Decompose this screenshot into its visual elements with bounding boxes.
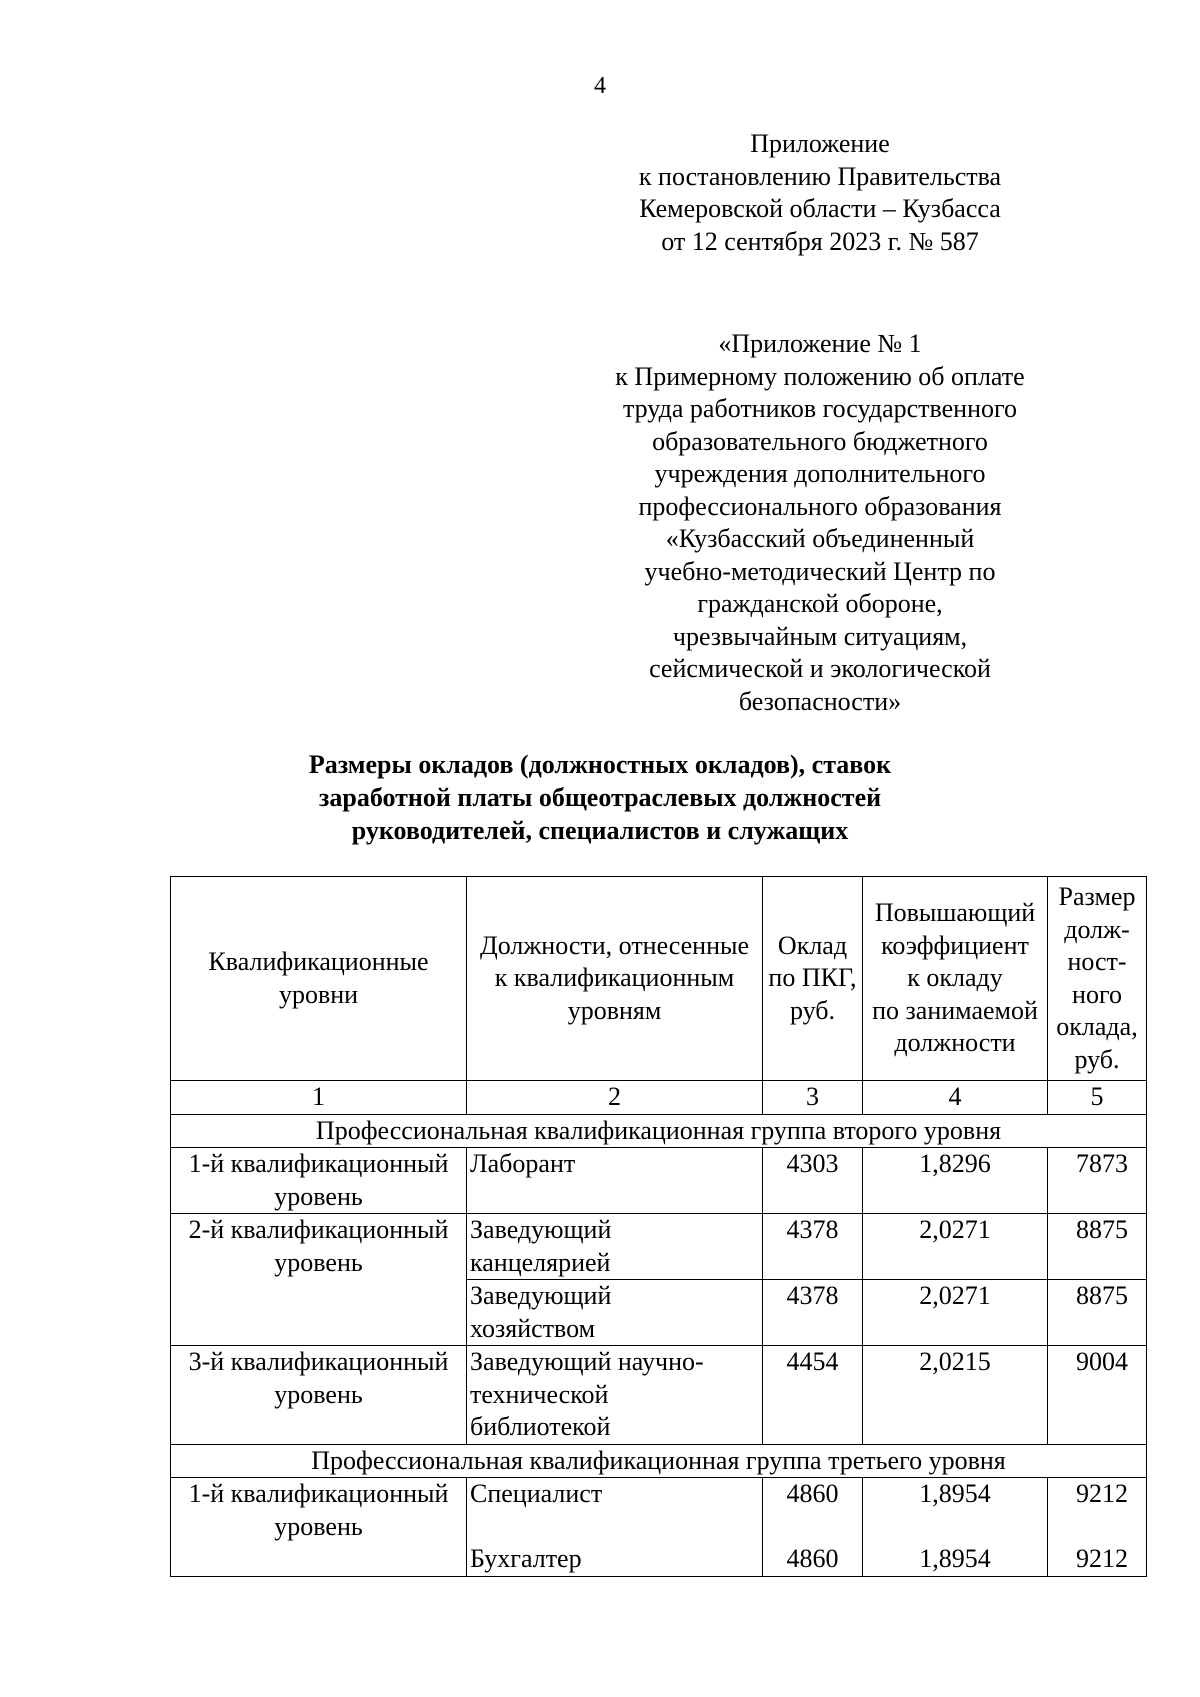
- total-cell: 7873: [1048, 1148, 1147, 1214]
- coefficient-cell: 2,0215: [863, 1346, 1048, 1445]
- position-line: Заведующий научно-: [470, 1347, 704, 1376]
- group-row: [171, 1444, 1147, 1478]
- appendix-sub-line: труда работников государственного: [622, 394, 1018, 423]
- salary-value: 4860: [786, 1479, 839, 1508]
- total-cell: 9004: [1048, 1346, 1147, 1445]
- group-title: Профессиональная квалификационная группа второго уровня: [171, 1114, 1147, 1148]
- column-number: 5: [1048, 1081, 1147, 1115]
- header-line: к квалификационным: [494, 963, 735, 993]
- appendix-sub-line: к Примерному положению об оплате: [615, 361, 1025, 391]
- document-title-line: заработной платы общеотраслевых должностей: [318, 783, 882, 812]
- column-number: 1: [171, 1081, 467, 1115]
- header-line: по занимаемой: [872, 995, 1038, 1025]
- position-line: хозяйством: [470, 1313, 596, 1343]
- salary-cell: [763, 1478, 863, 1577]
- level-cell: [171, 1214, 467, 1346]
- coefficient-cell: 1,8296: [863, 1148, 1048, 1214]
- table-row: [171, 1148, 1147, 1214]
- group-title: Профессиональная квалификационная группа третьего уровня: [171, 1444, 1147, 1478]
- header-line: оклада,: [1056, 1012, 1138, 1041]
- coefficient-cell: 2,0271: [863, 1214, 1048, 1280]
- coefficient-cell: 2,0271: [863, 1280, 1048, 1346]
- table-header-row: [171, 877, 1147, 1081]
- level-line: 2-й квалификационный: [188, 1215, 449, 1244]
- position-cell: [467, 1280, 763, 1346]
- position-line: Заведующий: [470, 1215, 612, 1244]
- position-cell: [467, 1346, 763, 1445]
- header-qualification-levels: [171, 877, 467, 1081]
- appendix-sub-line: образовательного бюджетного: [652, 426, 988, 456]
- level-cell: [171, 1478, 467, 1577]
- salary-table: [170, 876, 1147, 1577]
- salary-cell: 4454: [763, 1346, 863, 1445]
- document-title-line: руководителей, специалистов и служащих: [351, 816, 849, 845]
- header-line: к окладу: [907, 963, 1003, 993]
- position-cell: [467, 1148, 763, 1214]
- position-line: Специалист: [470, 1479, 603, 1508]
- page-number: 4: [594, 73, 606, 99]
- table-row: [171, 1478, 1147, 1577]
- position-line: [470, 1511, 759, 1544]
- header-line: коэффициент: [881, 930, 1029, 960]
- total-cell: 8875: [1048, 1214, 1147, 1280]
- header-total: [1048, 877, 1147, 1081]
- appendix-header-line: Кемеровской области – Кузбасса: [639, 194, 1001, 223]
- position-line: технической: [470, 1379, 609, 1409]
- document-title-line: Размеры окладов (должностных окладов), ставок: [308, 750, 892, 779]
- total-cell: 8875: [1048, 1280, 1147, 1346]
- appendix-sub-line: профессионального образования: [638, 491, 1002, 521]
- header-line: Повышающий: [874, 898, 1036, 928]
- table-row: [171, 1214, 1147, 1280]
- appendix-header-line: от 12 сентября 2023 г. № 587: [661, 226, 979, 256]
- appendix-sub-line: учреждения дополнительного: [654, 459, 986, 488]
- group-row: [171, 1114, 1147, 1148]
- position-line: Бухгалтер: [470, 1544, 582, 1573]
- appendix-sub-line: учебно-методический Центр по: [644, 556, 996, 586]
- appendix-sub: [590, 328, 1050, 718]
- level-line: уровень: [274, 1379, 363, 1409]
- header-line: ного: [1072, 979, 1122, 1009]
- header-line: руб.: [789, 995, 836, 1025]
- appendix-sub-line: безопасности»: [738, 686, 902, 716]
- level-line: уровень: [274, 1181, 363, 1211]
- salary-cell: 4378: [763, 1280, 863, 1346]
- position-line: Заведующий: [470, 1281, 612, 1310]
- position-line: библиотекой: [470, 1412, 611, 1441]
- header-salary: [763, 877, 863, 1081]
- coefficient-value: 1,8954: [919, 1544, 991, 1573]
- appendix-header: [590, 128, 1050, 258]
- header-line: должности: [894, 1028, 1016, 1058]
- total-cell: [1048, 1478, 1147, 1577]
- table-row: [171, 1346, 1147, 1445]
- level-line: уровень: [274, 1247, 363, 1277]
- appendix-sub-line: сейсмической и экологической: [649, 654, 991, 683]
- position-cell: [467, 1214, 763, 1280]
- level-line: 1-й квалификационный: [188, 1149, 449, 1178]
- header-line: Должности, отнесенные: [479, 930, 750, 960]
- level-line: уровень: [274, 1511, 363, 1541]
- level-cell: [171, 1346, 467, 1445]
- header-line: уровни: [278, 979, 359, 1009]
- header-coefficient: [863, 877, 1048, 1081]
- salary-value: 4860: [786, 1544, 839, 1573]
- total-value: 9212: [1076, 1479, 1128, 1508]
- appendix-sub-line: «Кузбасский объединенный: [665, 524, 975, 553]
- salary-cell: 4378: [763, 1214, 863, 1280]
- header-line: Квалификационные: [208, 947, 429, 976]
- level-line: 3-й квалификационный: [188, 1347, 449, 1376]
- header-line: Оклад: [777, 930, 848, 960]
- header-line: по ПКГ,: [768, 963, 857, 993]
- column-number: 4: [863, 1081, 1048, 1115]
- position-line: канцелярией: [470, 1247, 611, 1277]
- header-positions: [467, 877, 763, 1081]
- header-line: уровням: [567, 995, 662, 1025]
- level-cell: [171, 1148, 467, 1214]
- document-title: [250, 748, 950, 847]
- appendix-sub-line: гражданской обороне,: [697, 589, 943, 618]
- column-numbers-row: [171, 1081, 1147, 1115]
- level-line: 1-й квалификационный: [188, 1479, 449, 1508]
- coefficient-cell: [863, 1478, 1048, 1577]
- total-value: 9212: [1076, 1544, 1128, 1573]
- position-cell: [467, 1478, 763, 1577]
- header-line: руб.: [1074, 1044, 1120, 1074]
- appendix-sub-line: чрезвычайным ситуациям,: [672, 621, 968, 651]
- coefficient-value: 1,8954: [919, 1479, 991, 1508]
- column-number: 2: [467, 1081, 763, 1115]
- appendix-sub-line: «Приложение № 1: [718, 329, 922, 358]
- appendix-header-line: Приложение: [750, 129, 890, 158]
- position-line: Лаборант: [470, 1149, 576, 1178]
- header-line: ност-: [1067, 947, 1127, 976]
- salary-cell: 4303: [763, 1148, 863, 1214]
- header-line: долж-: [1064, 914, 1130, 944]
- column-number: 3: [763, 1081, 863, 1115]
- header-line: Размер: [1058, 882, 1136, 911]
- appendix-header-line: к постановлению Правительства: [638, 161, 1002, 191]
